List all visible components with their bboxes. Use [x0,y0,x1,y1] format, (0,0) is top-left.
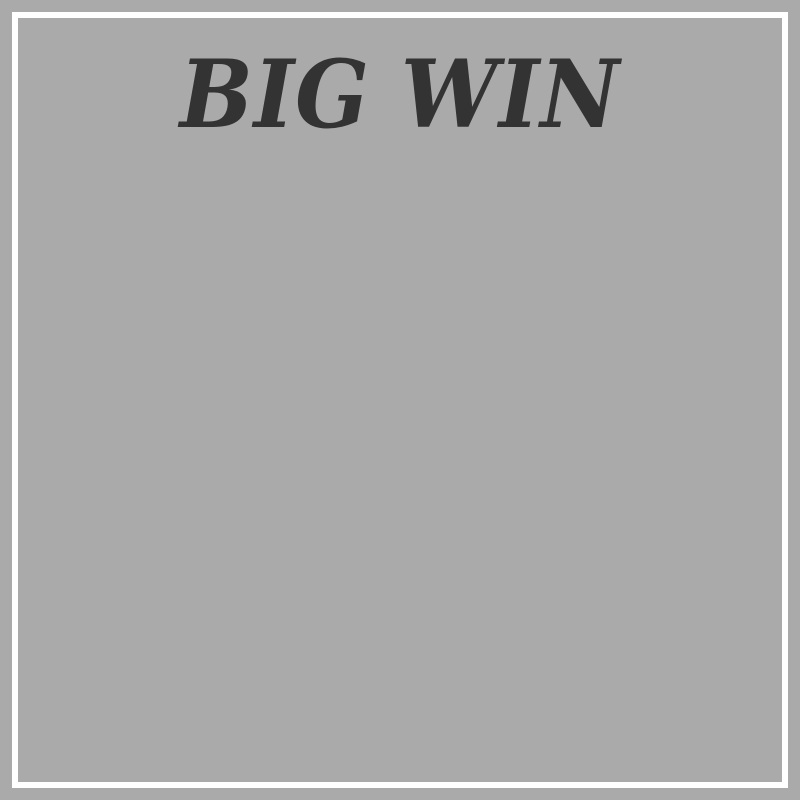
big-win-banner: BIG WIN [179,40,621,150]
win-frame [12,12,788,788]
